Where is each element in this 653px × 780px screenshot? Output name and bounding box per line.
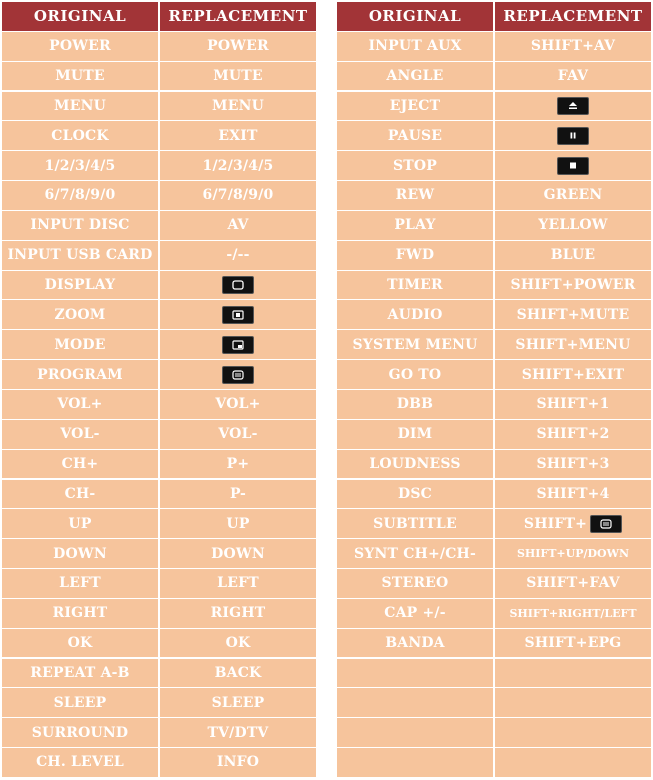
replacement-label: POWER [207, 38, 269, 55]
header-original: ORIGINAL [2, 2, 158, 31]
original-cell: POWER [2, 32, 158, 61]
replacement-label: AV [227, 217, 249, 234]
replacement-cell [495, 32, 651, 61]
replacement-label: 6/7/8/9/0 [202, 187, 274, 204]
header-replacement: REPLACEMENT [160, 2, 316, 31]
replacement-label: P+ [226, 456, 250, 473]
replacement-cell [495, 420, 651, 449]
table-row [2, 450, 316, 479]
original-cell [337, 748, 493, 777]
original-cell: VOL+ [2, 390, 158, 419]
original-cell: FWD [337, 241, 493, 270]
table-row [2, 62, 316, 91]
replacement-cell [495, 211, 651, 240]
replacement-cell [495, 92, 651, 121]
table-row [2, 360, 316, 389]
replacement-label: P- [230, 485, 246, 502]
replacement-cell [160, 480, 316, 509]
replacement-cell [160, 688, 316, 717]
table-row [337, 480, 651, 509]
original-cell: LOUDNESS [337, 450, 493, 479]
replacement-label: SHIFT+1 [536, 396, 610, 413]
replacement-cell [160, 599, 316, 628]
replacement-cell [160, 241, 316, 270]
original-cell: SUBTITLE [337, 509, 493, 538]
original-cell: REW [337, 181, 493, 210]
replacement-cell [495, 748, 651, 777]
replacement-cell [495, 330, 651, 359]
table-row [2, 300, 316, 329]
replacement-cell [160, 659, 316, 688]
replacement-label: LEFT [217, 575, 259, 592]
replacement-label: SHIFT+UP/DOWN [516, 547, 630, 561]
replacement-label: FAV [557, 68, 589, 85]
original-cell: SYNT CH+/CH- [337, 539, 493, 568]
replacement-label: SHIFT+MENU [515, 336, 631, 353]
original-cell: DOWN [2, 539, 158, 568]
original-cell: SLEEP [2, 688, 158, 717]
original-cell: DISPLAY [2, 271, 158, 300]
table-row [337, 659, 651, 688]
table-row [337, 181, 651, 210]
replacement-cell [160, 509, 316, 538]
original-cell [337, 688, 493, 717]
original-cell: SURROUND [2, 718, 158, 747]
replacement-label: EXIT [218, 127, 258, 144]
replacement-label: DOWN [211, 545, 265, 562]
original-cell: INPUT AUX [337, 32, 493, 61]
left-table-body [2, 32, 316, 777]
original-cell: MUTE [2, 62, 158, 91]
replacement-label: RIGHT [210, 605, 266, 622]
replacement-label: SHIFT+FAV [526, 575, 620, 592]
table-row [337, 151, 651, 180]
replacement-label: SHIFT+3 [536, 456, 610, 473]
replacement-cell [160, 300, 316, 329]
original-cell: 1/2/3/4/5 [2, 151, 158, 180]
original-cell: VOL- [2, 420, 158, 449]
table-row [337, 420, 651, 449]
original-cell: OK [2, 629, 158, 658]
original-cell: CH- [2, 480, 158, 509]
replacement-label: OK [225, 635, 251, 652]
replacement-label: VOL+ [215, 396, 261, 413]
table-row [337, 450, 651, 479]
table-row [2, 748, 316, 777]
table-row [337, 629, 651, 658]
original-cell: EJECT [337, 92, 493, 121]
original-cell: DSC [337, 480, 493, 509]
teletext-icon [222, 366, 254, 384]
replacement-cell [160, 748, 316, 777]
teletext-icon [590, 515, 622, 533]
table-row [2, 271, 316, 300]
original-cell: MENU [2, 92, 158, 121]
replacement-label: SHIFT+4 [536, 485, 610, 502]
original-cell: SYSTEM MENU [337, 330, 493, 359]
replacement-cell [160, 121, 316, 150]
replacement-cell [160, 330, 316, 359]
table-row [2, 718, 316, 747]
table-row [2, 659, 316, 688]
original-cell: TIMER [337, 271, 493, 300]
replacement-label: VOL- [218, 426, 258, 443]
original-cell: CH. LEVEL [2, 748, 158, 777]
table-row [2, 390, 316, 419]
replacement-label: SHIFT+EPG [524, 635, 622, 652]
replacement-cell [495, 271, 651, 300]
original-cell: PROGRAM [2, 360, 158, 389]
table-row [337, 569, 651, 598]
replacement-label: SHIFT+ [523, 515, 588, 532]
replacement-label: SHIFT+RIGHT/LEFT [509, 606, 637, 620]
replacement-cell [160, 211, 316, 240]
original-cell: ZOOM [2, 300, 158, 329]
table-row [2, 480, 316, 509]
replacement-cell [160, 151, 316, 180]
replacement-cell [495, 539, 651, 568]
replacement-cell [160, 569, 316, 598]
original-cell [337, 718, 493, 747]
replacement-cell [495, 569, 651, 598]
table-row [337, 211, 651, 240]
table-row [337, 390, 651, 419]
right-mapping-table [337, 2, 651, 778]
original-cell: 6/7/8/9/0 [2, 181, 158, 210]
replacement-cell [495, 390, 651, 419]
table-header [2, 2, 316, 31]
table-row [2, 330, 316, 359]
table-row [337, 330, 651, 359]
replacement-label: YELLOW [538, 217, 608, 234]
table-row [2, 688, 316, 717]
right-table-body [337, 32, 651, 777]
replacement-cell [160, 92, 316, 121]
replacement-cell [160, 360, 316, 389]
replacement-cell [160, 539, 316, 568]
table-row [2, 121, 316, 150]
table-row [2, 599, 316, 628]
original-cell: INPUT DISC [2, 211, 158, 240]
original-cell: INPUT USB CARD [2, 241, 158, 270]
original-cell: DBB [337, 390, 493, 419]
replacement-label: SHIFT+MUTE [516, 306, 630, 323]
original-cell: CLOCK [2, 121, 158, 150]
table-row [337, 509, 651, 538]
table-row [2, 569, 316, 598]
replacement-cell [495, 509, 651, 538]
replacement-cell [160, 420, 316, 449]
table-row [2, 509, 316, 538]
replacement-label: MUTE [213, 68, 263, 85]
replacement-cell [495, 300, 651, 329]
original-cell: ANGLE [337, 62, 493, 91]
tv-screen-icon [222, 276, 254, 294]
replacement-label: UP [226, 515, 250, 532]
table-row [337, 271, 651, 300]
original-cell: LEFT [2, 569, 158, 598]
original-cell: CH+ [2, 450, 158, 479]
table-row [337, 32, 651, 61]
replacement-label: MENU [212, 97, 264, 114]
table-row [337, 121, 651, 150]
original-cell: MODE [2, 330, 158, 359]
original-cell: DIM [337, 420, 493, 449]
replacement-cell [495, 241, 651, 270]
header-replacement: REPLACEMENT [495, 2, 651, 31]
table-row [337, 300, 651, 329]
table-row [2, 539, 316, 568]
replacement-cell [160, 718, 316, 747]
table-row [2, 629, 316, 658]
replacement-cell [495, 360, 651, 389]
table-row [337, 539, 651, 568]
original-cell: AUDIO [337, 300, 493, 329]
replacement-cell [495, 629, 651, 658]
replacement-cell [160, 390, 316, 419]
eject-icon [557, 97, 589, 115]
replacement-cell [495, 718, 651, 747]
replacement-label: SLEEP [211, 694, 265, 711]
picture-in-picture-icon [222, 306, 254, 324]
original-cell: STOP [337, 151, 493, 180]
original-cell: PLAY [337, 211, 493, 240]
replacement-cell [160, 181, 316, 210]
table-row [2, 241, 316, 270]
table-row [2, 32, 316, 61]
replacement-label: BLUE [550, 247, 596, 264]
replacement-cell [160, 271, 316, 300]
table-row [337, 62, 651, 91]
replacement-cell [495, 121, 651, 150]
table-row [2, 92, 316, 121]
replacement-label: SHIFT+EXIT [521, 366, 625, 383]
pause-icon [557, 127, 589, 145]
original-cell: REPEAT A-B [2, 659, 158, 688]
replacement-cell [495, 450, 651, 479]
replacement-label: GREEN [543, 187, 603, 204]
sub-picture-icon [222, 336, 254, 354]
table-row [2, 181, 316, 210]
original-cell [337, 659, 493, 688]
header-original: ORIGINAL [337, 2, 493, 31]
table-row [337, 718, 651, 747]
replacement-cell [160, 32, 316, 61]
replacement-cell [495, 688, 651, 717]
table-row [2, 211, 316, 240]
table-row [337, 241, 651, 270]
table-row [2, 151, 316, 180]
replacement-label: BACK [214, 664, 262, 681]
original-cell: CAP +/- [337, 599, 493, 628]
replacement-label: SHIFT+POWER [510, 276, 636, 293]
original-cell: STEREO [337, 569, 493, 598]
replacement-cell [495, 181, 651, 210]
replacement-cell [495, 151, 651, 180]
original-cell: RIGHT [2, 599, 158, 628]
replacement-label: INFO [216, 754, 260, 771]
table-header [337, 2, 651, 31]
table-row [2, 420, 316, 449]
original-cell: BANDA [337, 629, 493, 658]
original-cell: GO TO [337, 360, 493, 389]
replacement-label: TV/DTV [207, 724, 269, 741]
table-row [337, 748, 651, 777]
table-row [337, 599, 651, 628]
replacement-label: 1/2/3/4/5 [202, 157, 274, 174]
stop-icon [557, 157, 589, 175]
table-row [337, 360, 651, 389]
replacement-cell [160, 62, 316, 91]
original-cell: UP [2, 509, 158, 538]
replacement-cell [495, 659, 651, 688]
replacement-label: SHIFT+AV [530, 38, 616, 55]
table-row [337, 92, 651, 121]
replacement-cell [160, 629, 316, 658]
original-cell: PAUSE [337, 121, 493, 150]
replacement-cell [495, 62, 651, 91]
replacement-label: SHIFT+2 [536, 426, 610, 443]
replacement-cell [495, 599, 651, 628]
replacement-cell [160, 450, 316, 479]
replacement-cell [495, 480, 651, 509]
left-mapping-table [2, 2, 316, 778]
replacement-label: -/-- [226, 247, 250, 264]
table-row [337, 688, 651, 717]
